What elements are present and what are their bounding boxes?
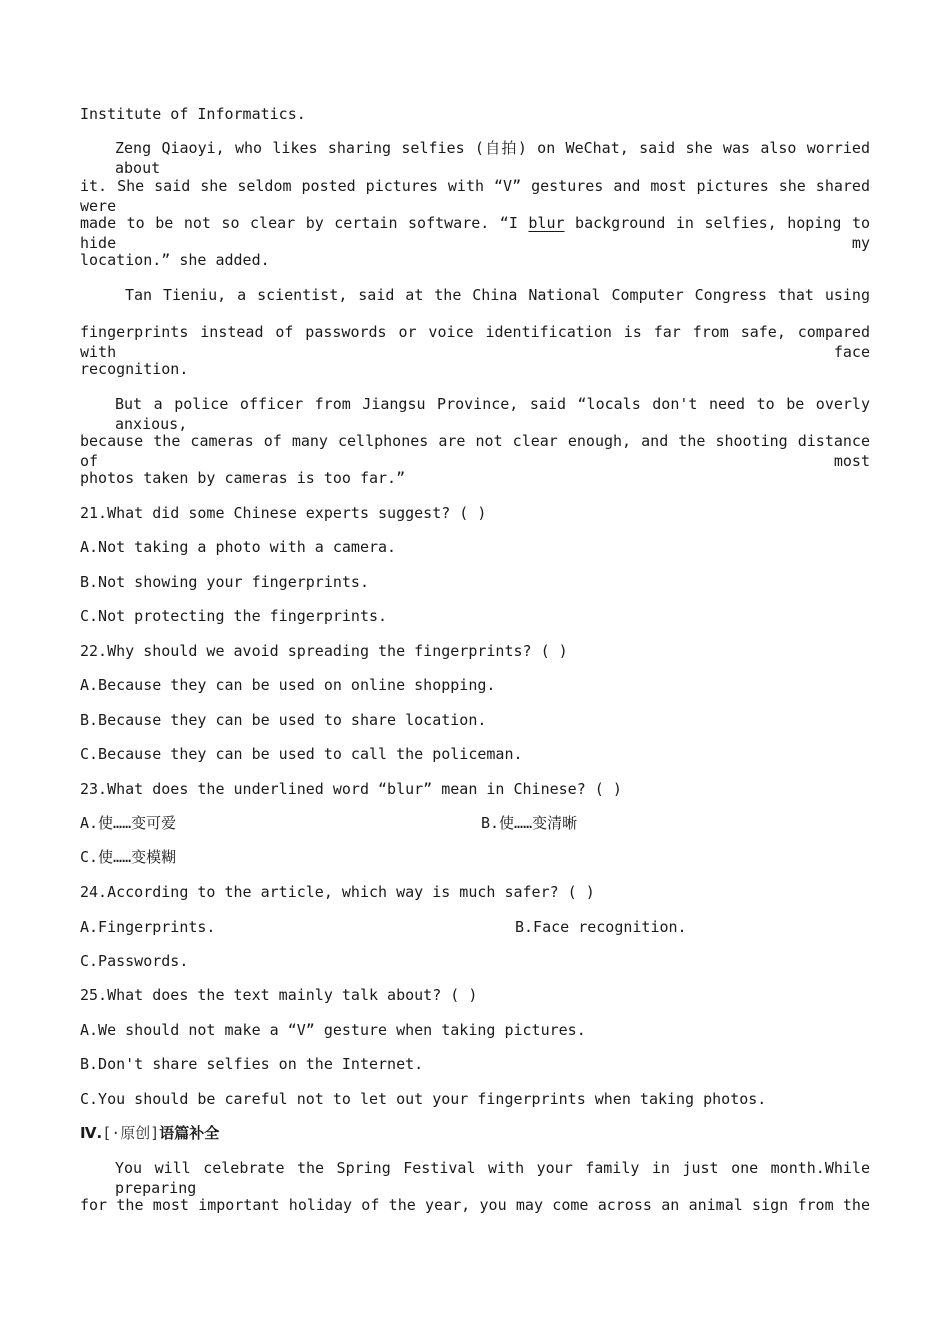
text-segment: made to be not so clear by certain software. “I [80, 214, 529, 232]
question-23: 23.What does the underlined word “blur” mean in Chinese? ( ) [80, 780, 622, 798]
option-25-c: C.You should be careful not to let out your fingerprints when taking photos. [80, 1090, 767, 1108]
option-row [80, 813, 870, 833]
question-24: 24.According to the article, which way is much safer? ( ) [80, 883, 595, 901]
option-22-c: C.Because they can be used to call the policeman. [80, 745, 523, 763]
option-22-b: B.Because they can be used to share location. [80, 711, 487, 729]
option-row [80, 917, 870, 937]
passage-paragraph-line: recognition. [80, 360, 189, 378]
option-21-c: C.Not protecting the fingerprints. [80, 607, 388, 625]
text-segment: background in selfies, hoping to hide my [80, 214, 871, 252]
section-tag: [·原创] [102, 1124, 160, 1142]
option-24-b: B.Face recognition. [515, 918, 687, 936]
question-21: 21.What did some Chinese experts suggest? ( ) [80, 504, 487, 522]
passage-paragraph-line: because the cameras of many cellphones are not clear enough, and the shooting distance of most [80, 432, 870, 470]
option-25-a: A.We should not make a “V” gesture when taking pictures. [80, 1021, 586, 1039]
option-23-a: A.使……变可爱 [80, 814, 177, 832]
passage-paragraph-line: photos taken by cameras is too far.” [80, 469, 406, 487]
question-25: 25.What does the text mainly talk about? ( ) [80, 986, 478, 1004]
passage-paragraph-line: You will celebrate the Spring Festival with your family in just one month.While preparing [115, 1159, 870, 1197]
option-24-a: A.Fingerprints. [80, 918, 216, 936]
option-24-c: C.Passwords. [80, 952, 189, 970]
option-21-b: B.Not showing your fingerprints. [80, 573, 369, 591]
passage-paragraph-line: location.” she added. [80, 251, 270, 269]
passage-paragraph-line: it. She said she seldom posted pictures with “V” gestures and most pictures she shared were [80, 177, 870, 215]
option-23-c: C.使……变模糊 [80, 848, 177, 866]
underlined-word-blur: blur [528, 214, 565, 232]
passage-paragraph-line: But a police officer from Jiangsu Province, said “locals don't need to be overly anxious, [115, 395, 870, 433]
passage-line: Institute of Informatics. [80, 105, 306, 123]
question-22: 22.Why should we avoid spreading the fingerprints? ( ) [80, 642, 568, 660]
option-25-b: B.Don't share selfies on the Internet. [80, 1055, 424, 1073]
passage-paragraph-line: for the most important holiday of the year, you may come across an animal sign from the [80, 1196, 870, 1214]
section-title: 语篇补全 [159, 1124, 220, 1142]
passage-paragraph-line: Tan Tieniu, a scientist, said at the China National Computer Congress that using [125, 286, 870, 304]
passage-paragraph-line: fingerprints instead of passwords or voice identification is far from safe, compared with face [80, 323, 870, 361]
section-number: Ⅳ. [80, 1124, 103, 1142]
option-22-a: A.Because they can be used on online shopping. [80, 676, 496, 694]
option-23-b: B.使……变清晰 [481, 814, 578, 832]
option-21-a: A.Not taking a photo with a camera. [80, 538, 397, 556]
passage-paragraph-line [80, 213, 870, 253]
section-heading [80, 1123, 870, 1143]
passage-paragraph-line: Zeng Qiaoyi, who likes sharing selfies (自拍) on WeChat, said she was also worried about [115, 139, 870, 177]
